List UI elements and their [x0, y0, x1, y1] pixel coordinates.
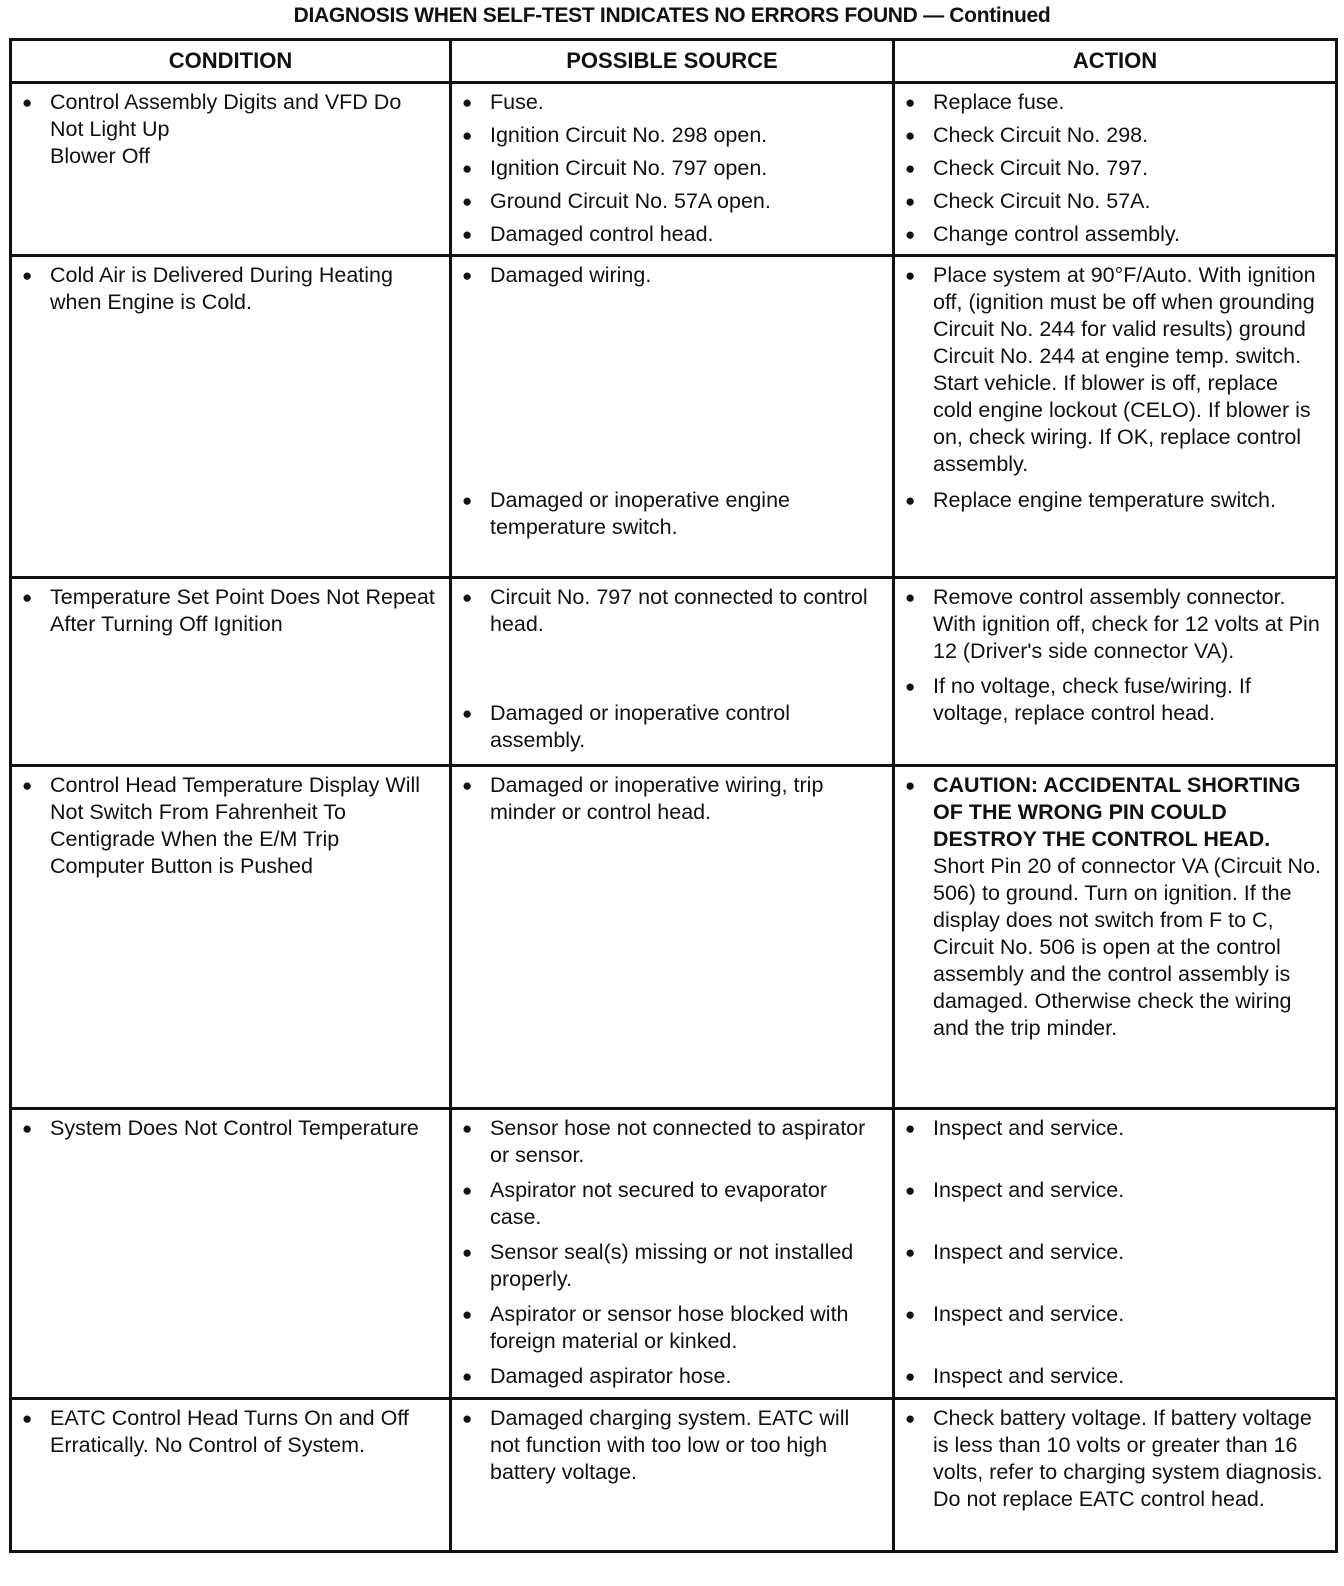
bullet-icon: ● [462, 126, 473, 145]
bullet-icon: ● [905, 588, 916, 607]
source-text: Damaged or inoperative control assembly. [490, 701, 790, 752]
action-text: Check battery voltage. If battery voltage is less than 10 volts or greater than 16 volts, refer to charging system diagnosis. Do not replace EATC control head. [933, 1406, 1323, 1511]
condition-text: Control Head Temperature Display Will Not Switch From Fahrenheit To Centigrade When the E/M Trip Computer Button is Pushed [50, 773, 421, 878]
condition-item [22, 1115, 437, 1142]
table-row [11, 578, 1337, 766]
bullet-icon: ● [462, 776, 473, 795]
source-text: Ignition Circuit No. 298 open. [490, 123, 768, 147]
source-item [462, 772, 880, 826]
table-row [11, 83, 1337, 256]
source-text: Ground Circuit No. 57A open. [490, 189, 771, 213]
action-item [905, 772, 1323, 1042]
condition-item [22, 89, 437, 170]
source-cell [451, 1399, 894, 1552]
bullet-icon: ● [905, 1243, 916, 1262]
condition-cell [11, 1399, 451, 1552]
action-item [905, 122, 1323, 149]
source-item [462, 1239, 880, 1293]
bullet-icon: ● [905, 1181, 916, 1200]
source-text: Damaged or inoperative engine temperature switch. [490, 488, 791, 539]
diagnosis-table [9, 38, 1338, 1553]
bullet-icon: ● [462, 1305, 473, 1324]
condition-cell [11, 766, 451, 1109]
bullet-icon: ● [462, 1181, 473, 1200]
source-item [462, 700, 880, 754]
source-item [462, 89, 880, 116]
source-text: Fuse. [490, 90, 544, 114]
source-item [462, 221, 880, 248]
action-cell [894, 1109, 1337, 1399]
source-text: Sensor seal(s) missing or not installed properly. [490, 1240, 854, 1291]
bullet-icon: ● [22, 1119, 33, 1138]
action-item [905, 1363, 1323, 1390]
source-cell [451, 83, 894, 256]
bullet-icon: ● [462, 1243, 473, 1262]
bullet-icon: ● [22, 266, 33, 285]
source-item [462, 122, 880, 149]
bullet-icon: ● [905, 1409, 916, 1428]
bullet-icon: ● [905, 266, 916, 285]
action-item [905, 89, 1323, 116]
action-item [905, 262, 1323, 478]
condition-text: Blower Off [50, 144, 150, 168]
table-row [11, 1109, 1337, 1399]
action-item [905, 155, 1323, 182]
condition-text: System Does Not Control Temperature [50, 1116, 419, 1140]
source-item [462, 1301, 880, 1355]
table-row [11, 1399, 1337, 1552]
page-title: DIAGNOSIS WHEN SELF-TEST INDICATES NO ERRORS FOUND — Continued [293, 4, 1051, 27]
action-item [905, 188, 1323, 215]
bullet-icon: ● [462, 266, 473, 285]
condition-text: Cold Air is Delivered During Heating when Engine is Cold. [50, 263, 393, 314]
source-item [462, 1177, 880, 1231]
action-item [905, 1115, 1323, 1142]
condition-item [22, 262, 437, 316]
action-text: Replace fuse. [933, 90, 1065, 114]
condition-cell [11, 256, 451, 578]
condition-text: Temperature Set Point Does Not Repeat After Turning Off Ignition [50, 585, 435, 636]
bullet-icon: ● [905, 159, 916, 178]
bullet-icon: ● [462, 192, 473, 211]
source-cell [451, 1109, 894, 1399]
bullet-icon: ● [905, 776, 916, 795]
condition-item [22, 1405, 437, 1459]
action-cell [894, 256, 1337, 578]
bullet-icon: ● [905, 192, 916, 211]
action-text: Inspect and service. [933, 1302, 1125, 1326]
header-possible-source: POSSIBLE SOURCE [451, 40, 894, 83]
source-text: Sensor hose not connected to aspirator or sensor. [490, 1116, 866, 1167]
action-text: Inspect and service. [933, 1178, 1125, 1202]
bullet-icon: ● [462, 225, 473, 244]
bullet-icon: ● [905, 93, 916, 112]
bullet-icon: ● [22, 776, 33, 795]
bullet-icon: ● [905, 677, 916, 696]
action-item [905, 1177, 1323, 1204]
action-text: Inspect and service. [933, 1240, 1125, 1264]
table-row [11, 256, 1337, 578]
action-text: Place system at 90°F/Auto. With ignition off, (ignition must be off when grounding Circuit No. 244 for valid results) ground Circuit No. 244 at engine temp. switch. Start vehicle. If blower is off, replace cold engine lockout (CELO). If blower is on, check wiring. If OK, replace control assembly. [933, 263, 1316, 476]
action-text: Remove control assembly connector. With ignition off, check for 12 volts at Pin 12 (Driver's side connector VA). [933, 585, 1320, 663]
table-row [11, 766, 1337, 1109]
action-text: Inspect and service. [933, 1364, 1125, 1388]
action-cell [894, 1399, 1337, 1552]
action-text: Change control assembly. [933, 222, 1180, 246]
source-cell [451, 766, 894, 1109]
action-text: Check Circuit No. 57A. [933, 189, 1151, 213]
bullet-icon: ● [462, 159, 473, 178]
source-item [462, 155, 880, 182]
bullet-icon: ● [462, 1409, 473, 1428]
source-text: Damaged aspirator hose. [490, 1364, 732, 1388]
action-text: Inspect and service. [933, 1116, 1125, 1140]
condition-text: Control Assembly Digits and VFD Do Not Light Up [50, 90, 402, 141]
action-item [905, 221, 1323, 248]
action-text: If no voltage, check fuse/wiring. If voltage, replace control head. [933, 674, 1251, 725]
source-item [462, 1363, 880, 1390]
bullet-icon: ● [462, 491, 473, 510]
condition-cell [11, 1109, 451, 1399]
header-action: ACTION [894, 40, 1337, 83]
source-cell [451, 256, 894, 578]
action-item [905, 673, 1323, 727]
condition-item [22, 584, 437, 638]
action-item [905, 1239, 1323, 1266]
source-text: Aspirator not secured to evaporator case. [490, 1178, 828, 1229]
action-text: Replace engine temperature switch. [933, 488, 1276, 512]
bullet-icon: ● [462, 93, 473, 112]
bullet-icon: ● [462, 704, 473, 723]
action-item [905, 1405, 1323, 1513]
source-text: Ignition Circuit No. 797 open. [490, 156, 768, 180]
source-item [462, 1405, 880, 1486]
bullet-icon: ● [22, 588, 33, 607]
action-text: Check Circuit No. 797. [933, 156, 1149, 180]
source-item [462, 584, 880, 638]
action-text: Short Pin 20 of connector VA (Circuit No. 506) to ground. Turn on ignition. If the display does not switch from F to C, Circuit No. 506 is open at the control assembly and the control assembly is damaged. Otherwise check the wiring and the trip minder. [933, 854, 1321, 1040]
bullet-icon: ● [905, 225, 916, 244]
source-item [462, 188, 880, 215]
source-item [462, 1115, 880, 1169]
bullet-icon: ● [905, 1367, 916, 1386]
source-text: Damaged control head. [490, 222, 714, 246]
bullet-icon: ● [905, 1119, 916, 1138]
action-item [905, 487, 1323, 514]
action-text: Check Circuit No. 298. [933, 123, 1149, 147]
bullet-icon: ● [905, 491, 916, 510]
action-cell [894, 766, 1337, 1109]
action-item [905, 1301, 1323, 1328]
condition-cell [11, 83, 451, 256]
action-cell [894, 578, 1337, 766]
action-cell [894, 83, 1337, 256]
source-item [462, 262, 880, 289]
bullet-icon: ● [22, 1409, 33, 1428]
bullet-icon: ● [462, 1119, 473, 1138]
source-text: Damaged charging system. EATC will not function with too low or too high battery voltage. [490, 1406, 850, 1484]
table-header-row [11, 40, 1337, 83]
source-text: Damaged wiring. [490, 263, 652, 287]
caution-text: CAUTION: ACCIDENTAL SHORTING OF THE WRONG PIN COULD DESTROY THE CONTROL HEAD. [933, 773, 1301, 851]
source-text: Aspirator or sensor hose blocked with foreign material or kinked. [490, 1302, 849, 1353]
source-cell [451, 578, 894, 766]
header-condition: CONDITION [11, 40, 451, 83]
bullet-icon: ● [22, 93, 33, 112]
action-item [905, 584, 1323, 665]
bullet-icon: ● [462, 1367, 473, 1386]
source-text: Damaged or inoperative wiring, trip minder or control head. [490, 773, 824, 824]
condition-cell [11, 578, 451, 766]
source-item [462, 487, 880, 541]
condition-item [22, 772, 437, 880]
bullet-icon: ● [462, 588, 473, 607]
bullet-icon: ● [905, 126, 916, 145]
source-text: Circuit No. 797 not connected to control head. [490, 585, 868, 636]
condition-text: EATC Control Head Turns On and Off Erratically. No Control of System. [50, 1406, 409, 1457]
bullet-icon: ● [905, 1305, 916, 1324]
